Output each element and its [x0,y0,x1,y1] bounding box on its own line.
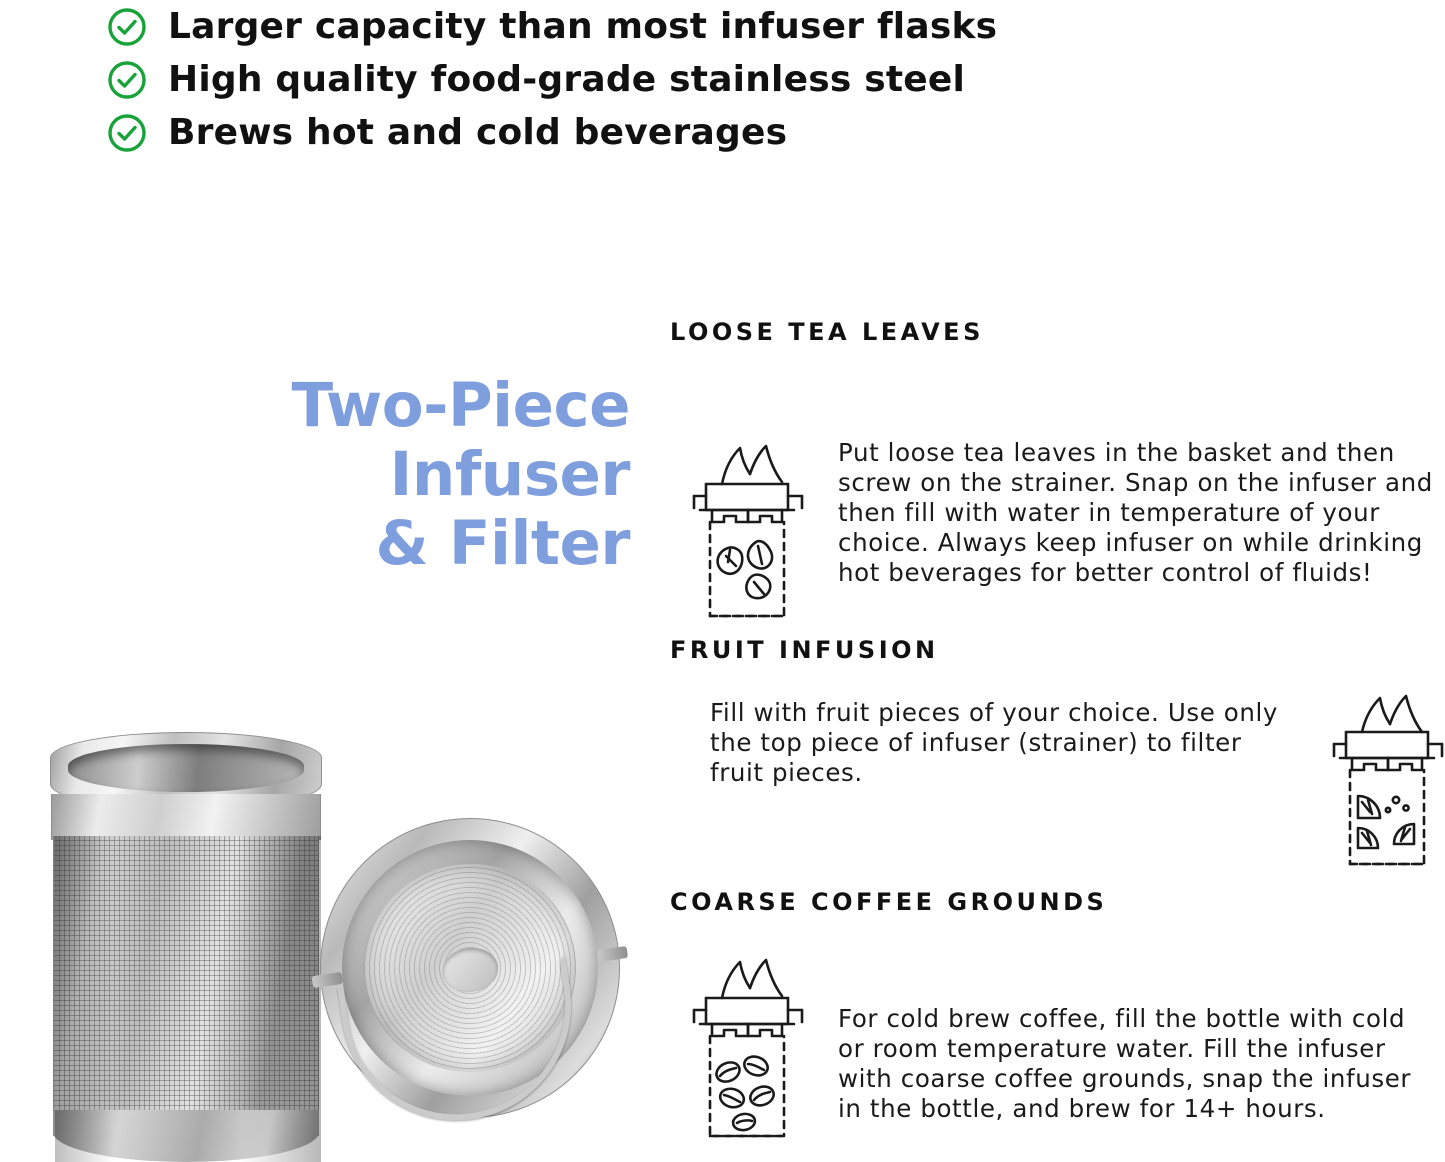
section-loose-tea-leaves [670,318,1445,642]
list-item [108,0,1288,53]
bullet-label: Larger capacity than most infuser flasks [168,6,998,47]
mesh-infuser-basket [50,732,322,1147]
section-title: LOOSE TEA LEAVES [670,318,984,346]
infuser-tea-leaves-icon [670,438,820,642]
basket-band [51,794,321,840]
list-item [108,53,1288,106]
basket-mesh-body [53,836,319,1136]
section-title: COARSE COFFEE GROUNDS [670,888,1108,916]
strainer-filter-lid [301,799,640,1138]
strainer-tab-right [597,946,628,962]
strainer-handle [337,955,586,1136]
product-photo [20,700,640,1150]
section-title: FRUIT INFUSION [670,636,939,664]
page-title [30,372,640,579]
section-coarse-coffee-grounds [670,888,1445,1156]
section-text: For cold brew coffee, fill the bottle with cold or room temperature water. Fill the infuser with coarse coffee grounds, snap the infuser in the bottle, and brew for 14+ hours. [838,1004,1412,1123]
headline-line-3: & Filter [375,507,630,579]
check-circle-icon [108,114,146,152]
headline-line-2: Infuser [389,438,630,510]
check-circle-icon [108,61,146,99]
bullet-label: Brews hot and cold beverages [168,112,788,153]
check-circle-icon [108,8,146,46]
section-fruit-infusion [670,636,1445,876]
bullet-label: High quality food-grade stainless steel [168,59,966,100]
basket-bottom [53,1110,319,1162]
section-text: Put loose tea leaves in the basket and then screw on the strainer. Snap on the infuser and then fill with water in temperature of your choice. Always keep infuser on while drinking hot beverages for better control of fluids! [838,438,1433,587]
infuser-fruit-slices-icon [1310,692,1445,876]
infuser-coffee-beans-icon [670,952,820,1156]
basket-rim-inner [68,744,304,792]
feature-bullet-list [108,0,1288,159]
list-item [108,106,1288,159]
headline-line-1: Two-Piece [291,370,630,441]
section-text: Fill with fruit pieces of your choice. Use only the top piece of infuser (strainer) to filter fruit pieces. [710,698,1279,787]
